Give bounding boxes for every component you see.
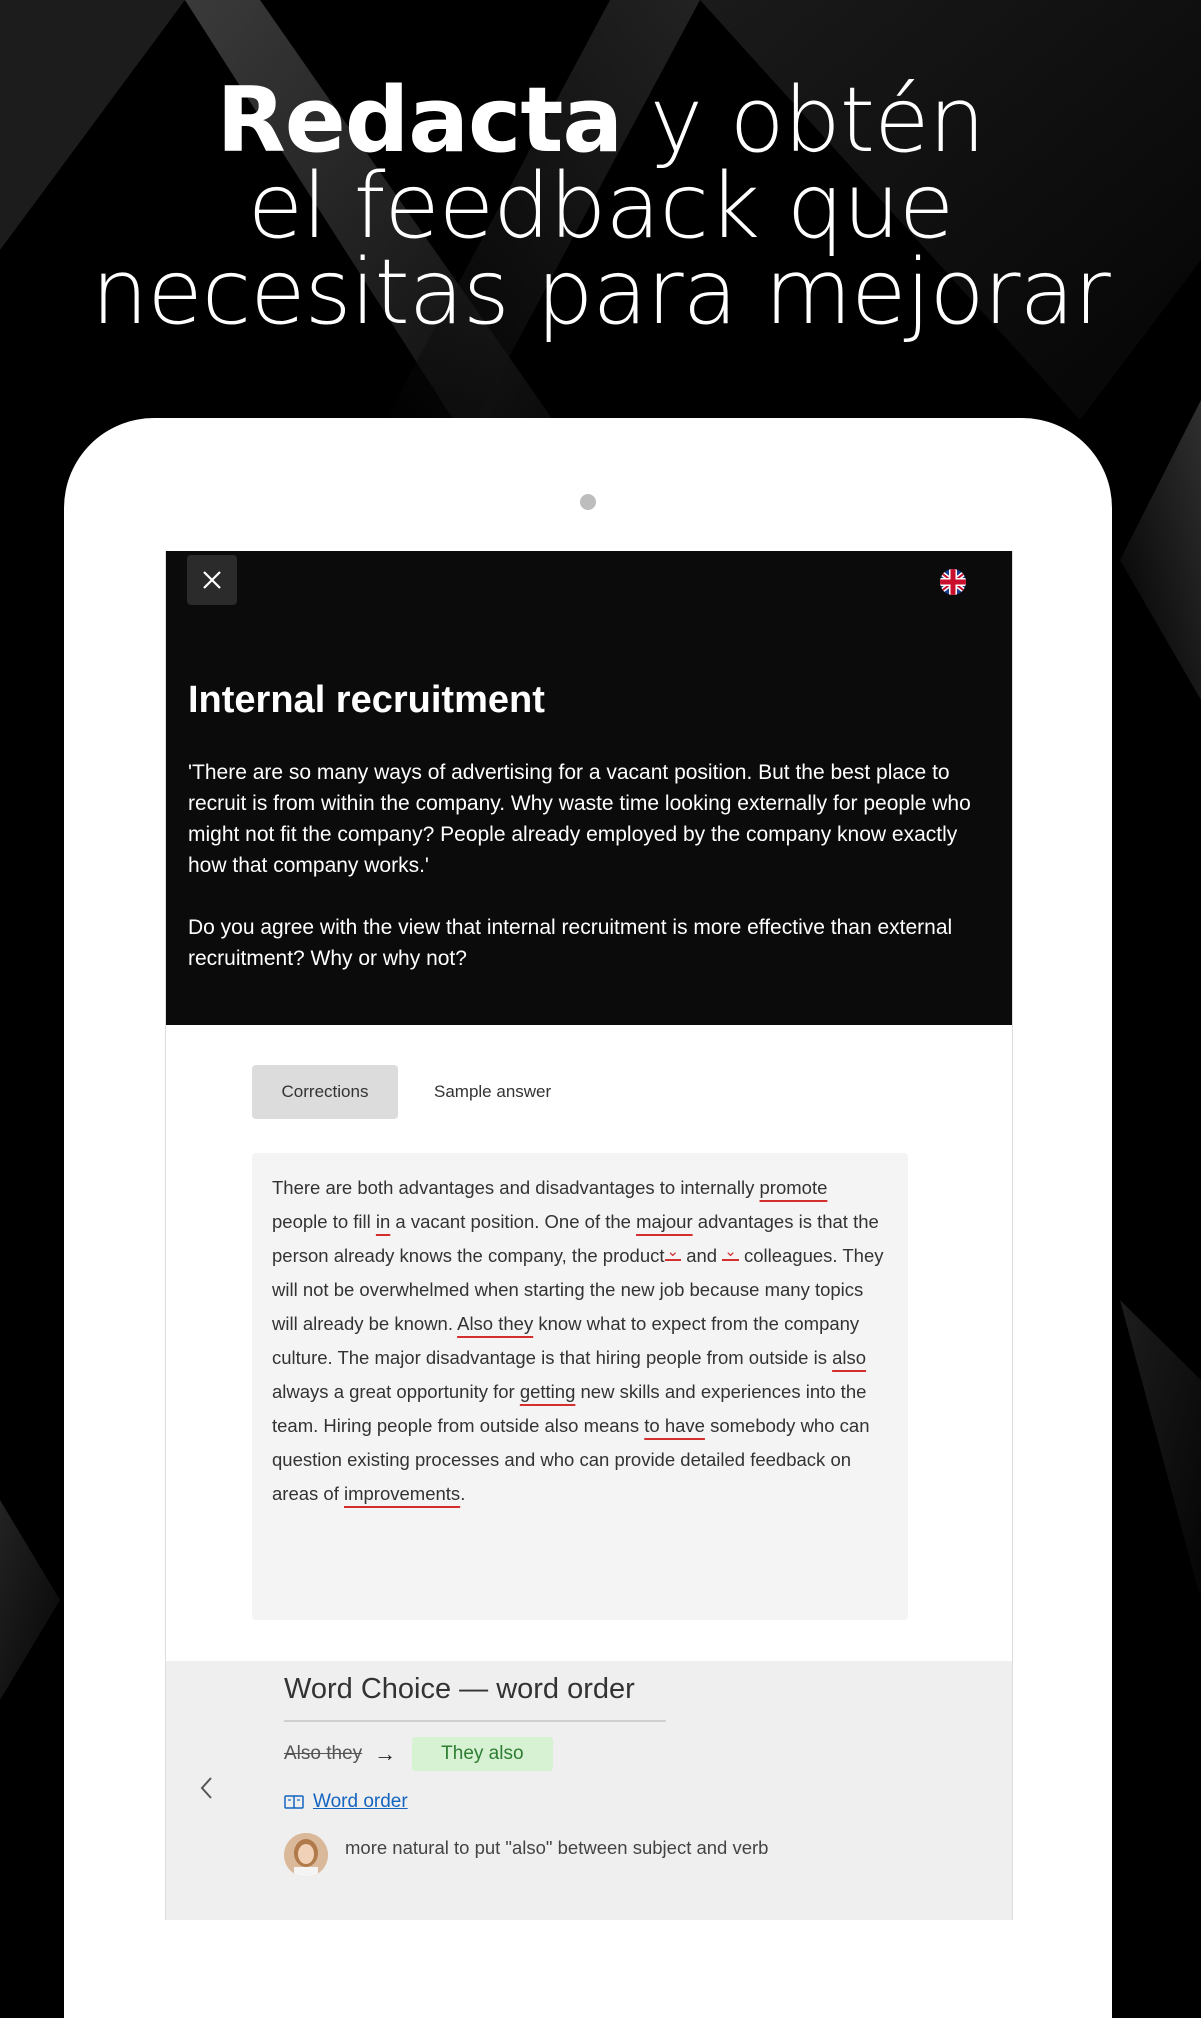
prompt-text xyxy=(188,757,988,1005)
arrow-right-icon: → xyxy=(374,1741,397,1766)
missing-word-marker-icon[interactable]: ⌄ xyxy=(666,1243,680,1260)
word-order-link[interactable] xyxy=(284,1791,408,1813)
feedback-panel xyxy=(166,1661,1013,1920)
chevron-left-icon[interactable] xyxy=(196,1773,218,1803)
essay-text: colleagues. They will not be overwhelmed when starting the new job because many topics will already be known. xyxy=(272,1245,884,1334)
essay-text: know what to expect from the company culture. The major disadvantage is that hiring people from outside is xyxy=(272,1313,860,1368)
word-order-link-label[interactable]: Word order xyxy=(313,1791,408,1812)
error-highlight[interactable]: majour xyxy=(636,1211,693,1232)
prompt-title: Internal recruitment xyxy=(188,679,545,721)
book-icon xyxy=(284,1794,304,1810)
app-screen xyxy=(165,551,1013,1920)
error-highlight[interactable]: getting xyxy=(519,1381,576,1402)
essay-text: advantages is that the person already knows the company, the product xyxy=(272,1211,879,1266)
feedback-title: Word Choice — word order xyxy=(284,1673,666,1722)
missing-word-marker-icon[interactable]: ⌄ xyxy=(724,1243,737,1260)
uk-flag-icon[interactable] xyxy=(935,568,971,596)
essay-corrections xyxy=(252,1153,908,1620)
correction-row xyxy=(284,1737,553,1771)
tab-corrections[interactable]: Corrections xyxy=(252,1065,398,1119)
prompt-question: Do you agree with the view that internal recruitment is more effective than external recruitment? Why or why not? xyxy=(188,916,953,970)
suggested-text[interactable]: They also xyxy=(412,1737,552,1771)
close-button[interactable] xyxy=(187,555,237,605)
tutor-avatar xyxy=(284,1833,328,1877)
close-icon xyxy=(201,569,223,591)
essay-text: a vacant position. One of the xyxy=(390,1211,637,1232)
prompt-panel xyxy=(166,551,1013,1025)
error-highlight[interactable]: in xyxy=(375,1211,391,1232)
prompt-quote: 'There are so many ways of advertising for a vacant position. But the best place to recruit is from within the company. Why waste time looking externally for people who might not fit the company? People already employed by the company know exactly how that company works.' xyxy=(188,761,971,877)
error-highlight[interactable]: to have xyxy=(644,1415,705,1436)
headline-line2: el feedback que xyxy=(247,154,954,259)
error-highlight[interactable]: improvements xyxy=(344,1483,461,1504)
headline xyxy=(0,68,1201,345)
error-highlight[interactable]: promote xyxy=(759,1177,828,1198)
essay-text: always a great opportunity for xyxy=(272,1381,520,1402)
tutor-note xyxy=(284,1833,768,1877)
error-highlight[interactable]: also xyxy=(832,1347,867,1368)
essay-text: . xyxy=(460,1483,466,1504)
tab-bar xyxy=(252,1065,579,1119)
original-text: Also they xyxy=(284,1743,363,1764)
essay-text: There are both advantages and disadvantages to internally xyxy=(272,1177,760,1198)
essay-text: and xyxy=(681,1245,723,1266)
tablet-camera xyxy=(580,494,596,510)
essay-text: somebody who can question existing processes and who can provide detailed feedback on areas of xyxy=(272,1415,870,1504)
essay-text: new skills and experiences into the team. Hiring people from outside also means xyxy=(272,1381,867,1436)
tab-sample-answer[interactable]: Sample answer xyxy=(434,1082,552,1101)
headline-line3: necesitas para mejorar xyxy=(91,240,1110,345)
tutor-note-text: more natural to put "also" between subject and verb xyxy=(345,1837,769,1858)
error-highlight[interactable]: Also they xyxy=(457,1313,534,1334)
headline-bold: Redacta xyxy=(216,68,623,173)
essay-text: people to fill xyxy=(272,1211,376,1232)
headline-line1-rest: y obtén xyxy=(622,68,985,173)
